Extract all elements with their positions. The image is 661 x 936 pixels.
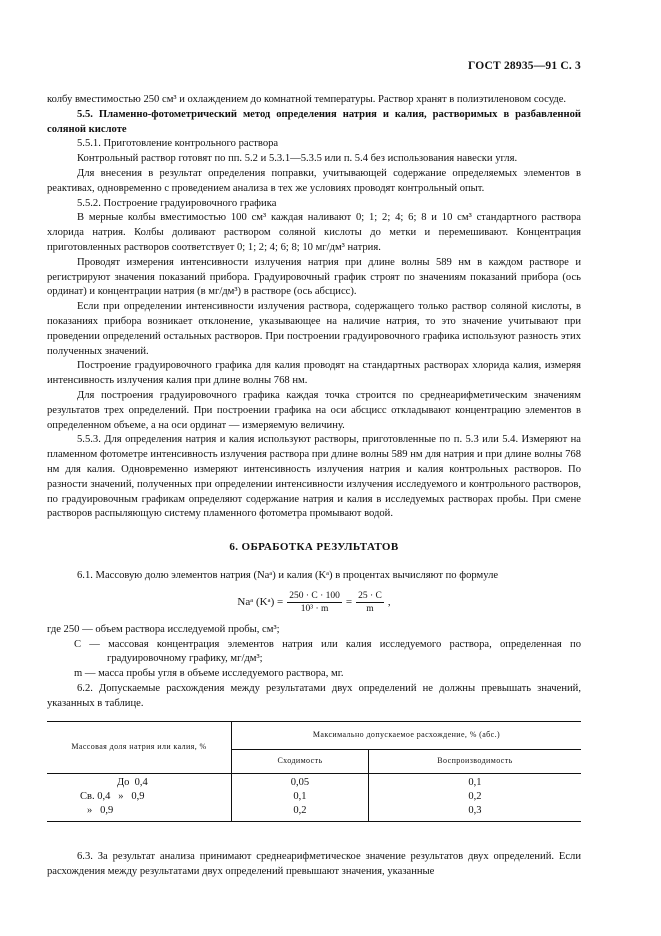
paragraph: Контрольный раствор готовят по пп. 5.2 и 5.3.1—5.3.5 или п. 5.4 без использования навески угля.	[77, 153, 518, 165]
table-header-reproducibility: Воспроизводимость	[368, 750, 581, 774]
paragraph: В мерные колбы вместимостью 100 см³ каждая наливают 0; 1; 2; 4; 6; 8 и 10 см³ стандартного раствора хлорида натрия. Колбы доливают раствором соляной кислоты до метки и перемешивают. Концентрация приготовленных растворов соответствует 0; 1; 2; 4; 6; 8; 10 мг/дм³ натрия.	[47, 212, 581, 253]
table-cell-reproducibility: 0,2	[468, 791, 482, 803]
section-heading-6: 6. ОБРАБОТКА РЕЗУЛЬТАТОВ	[229, 541, 399, 554]
formula	[47, 590, 581, 615]
table-header-mass-fraction: Массовая доля натрия или калия, %	[47, 722, 232, 774]
paragraph: Для внесения в результат определения поправки, учитывающей содержание определяемых элементов в реактивах, одновременно с проведением анализа в тех же условиях проводят контрольный опыт.	[47, 167, 581, 194]
paragraph-6-2: 6.2. Допускаемые расхождения между результатами двух определений не должны превышать значений, указанных в таблице.	[47, 682, 581, 709]
table-row	[47, 790, 581, 804]
subsection-heading-5-5-1: 5.5.1. Приготовление контрольного раствора	[77, 138, 279, 150]
table-cell-range: До 0,4	[47, 774, 232, 791]
table-cell-range: Св. 0,4 » 0,9	[47, 790, 232, 804]
fraction-2-numerator: 25 · C	[358, 590, 382, 601]
paragraph: Для построения градуировочного графика каждая точка строится по среднеарифметическим значениям результатов трех определений. При построении графика на оси абсцисс откладывают концентрацию элементов в определенном объеме, а на оси ординат — измеряемую величину.	[47, 389, 581, 431]
formula-lhs: Naᵃ (Kᵃ) =	[237, 595, 284, 608]
paragraph: колбу вместимостью 250 см³ и охлаждением до комнатной температуры. Раствор хранят в полиэтиленовом сосуде.	[47, 94, 567, 105]
page-header: ГОСТ 28935—91 С. 3	[468, 60, 581, 72]
fraction-2-denominator: m	[366, 603, 374, 614]
table-cell-range: » 0,9	[47, 804, 232, 822]
table-header-max-deviation: Максимально допускаемое расхождение, % (абс.)	[232, 722, 582, 750]
table-row	[47, 774, 581, 791]
tolerance-table	[47, 721, 581, 822]
table-cell-convergence: 0,05	[232, 774, 369, 791]
table-cell-convergence: 0,2	[232, 804, 369, 822]
table-cell-reproducibility: 0,3	[368, 804, 581, 822]
formula-equals: =	[345, 595, 353, 608]
where-line-2: C — массовая концентрация элементов натрия или калия исследуемого раствора, определенная по градуировочному графику, мг/дм³;	[74, 638, 581, 665]
paragraph-5-5-3: 5.5.3. Для определения натрия и калия используют растворы, приготовленные по п. 5.3 или 5.4. Измеряют на пламенном фотометре интенсивность излучения раствора при длине волны 589 нм для натрия и при длине волны 768 нм для калия. Одновременно измеряют интенсивность излучения натрия и калия контрольных растворов. По разности значений, полученных при определении интенсивности излучения исследуемого и контрольного растворов, по градуировочным графикам определяют содержание натрия и калия в исследуемых растворах пробы. При смене растворов распыляющую систему пламенного фотометра промывают водой.	[47, 434, 581, 520]
fraction-1	[287, 590, 342, 615]
paragraph: Если при определении интенсивности излучения раствора, содержащего только раствор соляной кислоты, в показаниях прибора возникает отклонение, указывающее на наличие натрия, то это значение учитывают при проведении определений остальных растворов. При построении градуировочного графика используют разность этих полученных значений.	[47, 301, 581, 357]
table-cell-convergence: 0,1	[232, 790, 369, 804]
paragraph-6-3: 6.3. За результат анализа принимают среднеарифметическое значение результатов двух определений. Если расхождения между результатами двух определений превышают значения, указанные	[47, 851, 581, 877]
paragraph: Построение градуировочного графика для калия проводят на стандартных растворах хлорида калия, измеряя интенсивность излучения калия при длине волны 768 нм.	[47, 360, 581, 387]
subsection-heading-5-5-2: 5.5.2. Построение градуировочного графика	[77, 197, 277, 209]
section-heading-5-5: 5.5. Пламенно-фотометрический метод определения натрия и калия, растворимых в разбавленной соляной кислоте	[47, 108, 581, 135]
where-line-1: где 250 — объем раствора исследуемой пробы, см³;	[47, 623, 280, 635]
fraction-2	[356, 590, 384, 615]
fraction-1-denominator: 10³ · m	[300, 603, 329, 614]
table-header-convergence: Сходимость	[232, 750, 369, 774]
document-body	[47, 58, 581, 880]
paragraph-6-1: 6.1. Массовую долю элементов натрия (Naᵃ) и калия (Kᵃ) в процентах вычисляют по формуле	[77, 569, 499, 581]
table-row	[47, 804, 581, 822]
formula-tail: ,	[387, 595, 391, 608]
where-line-3: m — масса пробы угля в объеме исследуемого раствора, мг.	[74, 668, 344, 680]
table-cell-reproducibility: 0,1	[468, 777, 482, 789]
paragraph: Проводят измерения интенсивности излучения натрия при длине волны 589 нм в каждом растворе и регистрируют значения показаний прибора. Градуировочный график строят по значениям показаний прибора (ось ординат) и концентрации натрия (в мг/дм³) в растворе (ось абсцисс).	[47, 256, 581, 298]
fraction-1-numerator: 250 · C · 100	[289, 590, 340, 601]
